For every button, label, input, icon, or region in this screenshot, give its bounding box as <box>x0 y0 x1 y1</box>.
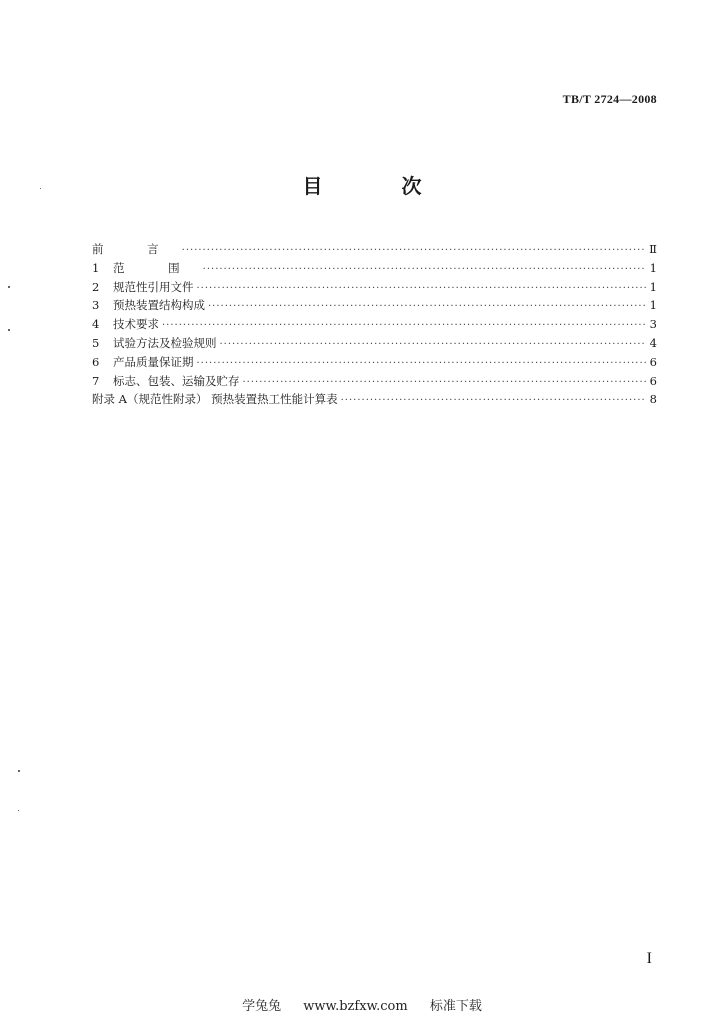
toc-leader-dots <box>208 298 646 317</box>
toc-entry-label: 2 规范性引用文件 <box>92 279 194 294</box>
toc-leader-dots <box>197 280 647 299</box>
toc-entry-label: 3 预热装置结构构成 <box>92 298 205 313</box>
scan-speck <box>8 329 10 331</box>
toc-entry-label: 1 范 围 <box>92 260 200 275</box>
footer-url-link[interactable]: www.bzfxw.com <box>303 999 408 1014</box>
toc-entry-structure[interactable] <box>92 296 657 315</box>
toc-page-number: 3 <box>649 317 657 332</box>
footer-watermark <box>0 995 724 1014</box>
toc-entry-marking-packaging[interactable] <box>92 372 657 391</box>
toc-entry-label: 附录 A（规范性附录） 预热装置热工性能计算表 <box>92 392 338 407</box>
toc-entry-foreword[interactable] <box>92 240 657 259</box>
toc-entry-label: 4 技术要求 <box>92 317 159 332</box>
toc-page-number: 1 <box>649 279 657 294</box>
scan-speck <box>8 286 10 288</box>
toc-entry-test-methods[interactable] <box>92 334 657 353</box>
toc-entry-label: 6 产品质量保证期 <box>92 354 194 369</box>
page-number: I <box>646 950 652 967</box>
scan-speck <box>18 810 19 811</box>
toc-entry-annex-a[interactable] <box>92 390 657 409</box>
footer-slogan: 标准下载 <box>429 999 482 1014</box>
toc-page-number: 4 <box>649 335 657 350</box>
toc-leader-dots <box>182 242 646 261</box>
toc-entry-scope[interactable] <box>92 259 657 278</box>
toc-leader-dots <box>203 261 646 280</box>
toc-entry-label: 7 标志、包装、运输及贮存 <box>92 373 240 388</box>
toc-page-number: 6 <box>649 373 657 388</box>
toc-page-number: 1 <box>649 298 657 313</box>
toc-entry-label: 5 试验方法及检验规则 <box>92 335 217 350</box>
toc-entry-label: 前 言 <box>92 242 179 256</box>
toc-leader-dots <box>162 317 646 336</box>
scan-speck <box>18 770 20 772</box>
footer-site-name: 学兔兔 <box>242 999 282 1014</box>
toc-entry-warranty[interactable] <box>92 353 657 372</box>
toc-entry-technical-requirements[interactable] <box>92 315 657 334</box>
toc-page-number: 1 <box>649 260 657 275</box>
scan-speck <box>40 188 41 189</box>
toc-page-number: Ⅱ <box>649 242 657 256</box>
standard-number: TB/T 2724—2008 <box>562 92 657 106</box>
toc-entry-normative-references[interactable] <box>92 278 657 297</box>
page-title: 目 次 <box>302 174 458 198</box>
toc-page-number: 6 <box>649 354 657 369</box>
toc-leader-dots <box>341 392 646 411</box>
toc-leader-dots <box>220 336 647 355</box>
toc-leader-dots <box>197 355 647 374</box>
toc-page-number: 8 <box>649 392 657 407</box>
table-of-contents <box>92 240 657 409</box>
